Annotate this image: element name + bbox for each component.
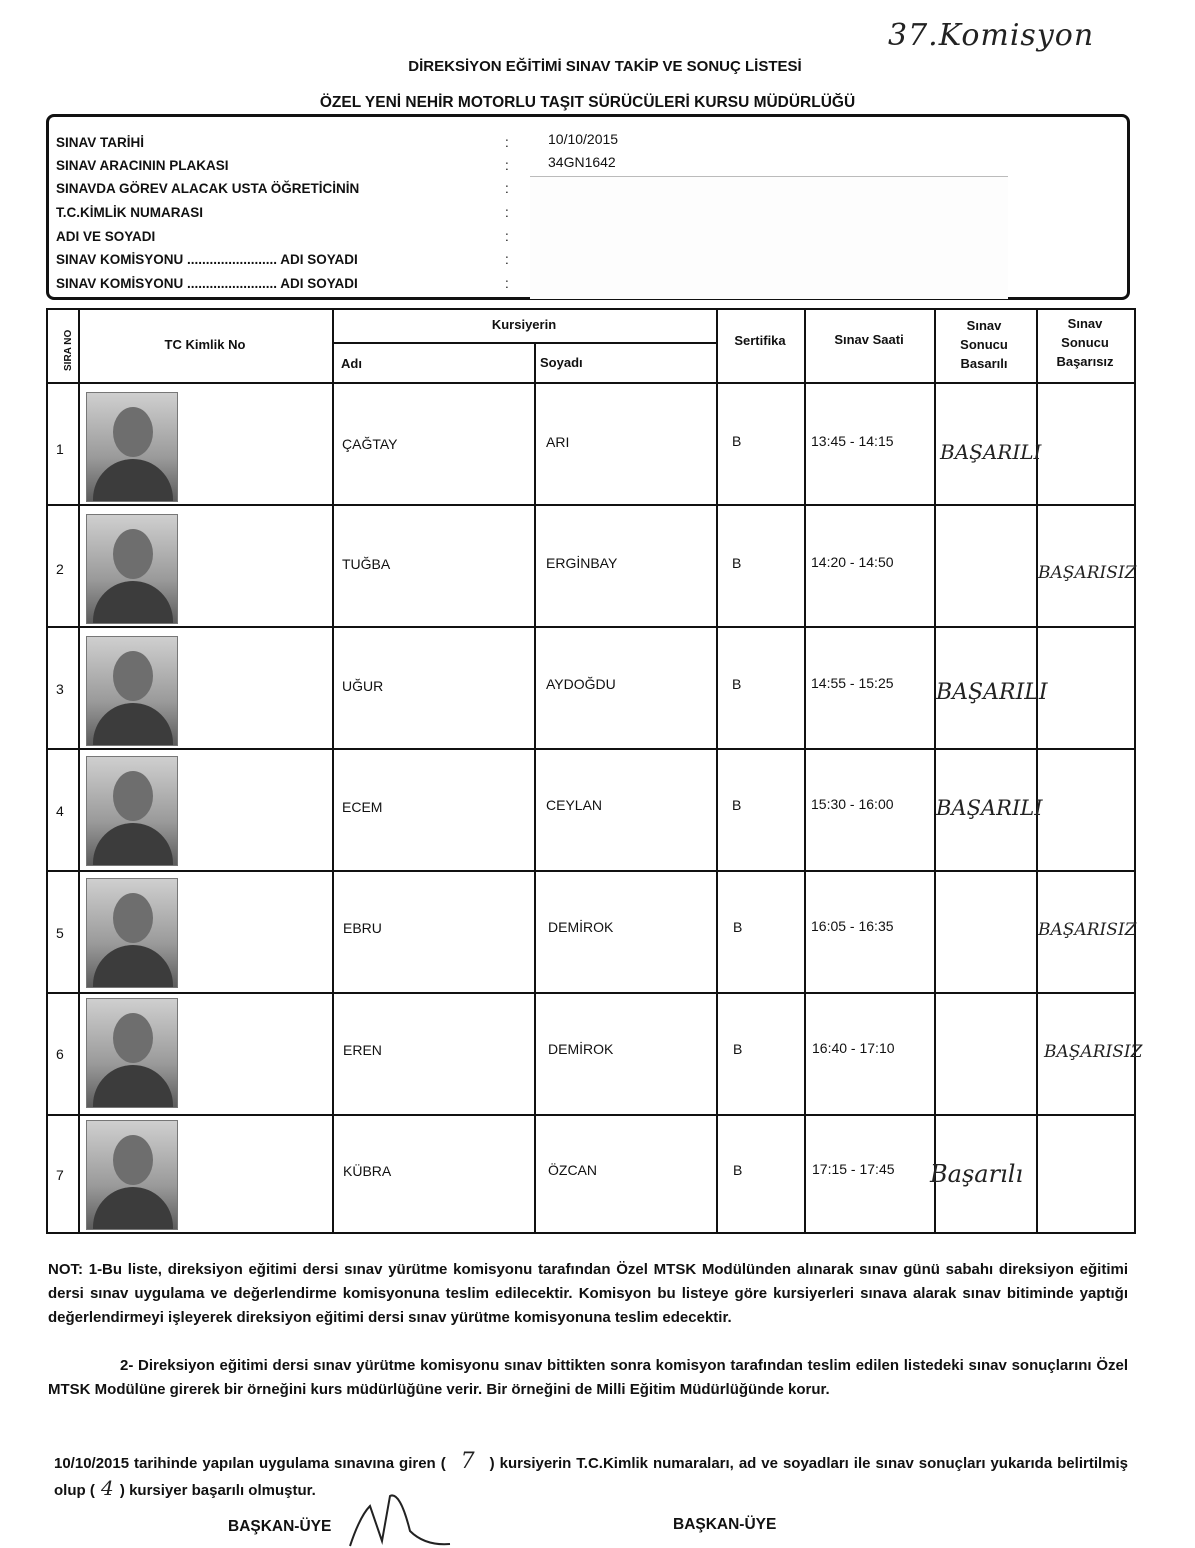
- redacted-tc: [190, 996, 332, 1110]
- row-3-saat: 14:55 - 15:25: [811, 675, 894, 691]
- row-3-no: 3: [56, 681, 64, 697]
- header-basarisiz: [1036, 314, 1134, 371]
- redacted-tc: [190, 510, 332, 622]
- summary-part-3: ) kursiyer başarılı olmuştur.: [119, 1482, 316, 1499]
- header-sira-no: SIRA NO: [63, 329, 74, 371]
- row-2-basarisiz: BAŞARISIZ: [1038, 563, 1137, 583]
- row-2-no: 2: [56, 561, 64, 577]
- summary-count-total: 7: [460, 1449, 475, 1474]
- info-label-commission-2: SINAV KOMİSYONU ........................ ADI SOYADI: [56, 276, 358, 291]
- row-5-no: 5: [56, 925, 64, 941]
- signature-label-left: BAŞKAN-ÜYE: [228, 1518, 332, 1535]
- handwritten-commission-note: 37.Komisyon: [888, 18, 1095, 53]
- row-6-sertifika: B: [733, 1041, 743, 1057]
- row-4-soyadi: CEYLAN: [546, 797, 603, 813]
- header-basarisiz-line3: Başarısız: [1056, 354, 1114, 369]
- row-2-saat: 14:20 - 14:50: [811, 554, 894, 570]
- row-7-adi: KÜBRA: [343, 1163, 392, 1179]
- row-5-basarisiz: BAŞARISIZ: [1038, 920, 1137, 940]
- row-1-soyadi: ARI: [546, 434, 570, 450]
- row-1-basarili: BAŞARILI: [940, 440, 1042, 464]
- handwritten-signature: [330, 1486, 470, 1548]
- info-label-exam-date: SINAV TARİHİ: [56, 135, 145, 150]
- info-colon: :: [505, 205, 509, 220]
- info-label-commission-1: SINAV KOMİSYONU ........................ ADI SOYADI: [56, 252, 358, 267]
- row-1-adi: ÇAĞTAY: [342, 436, 398, 452]
- info-label-instructor: SINAVDA GÖREV ALACAK USTA ÖĞRETİCİNİN: [56, 181, 360, 196]
- row-3-adi: UĞUR: [342, 678, 384, 694]
- row-1-sertifika: B: [732, 433, 742, 449]
- row-6-adi: EREN: [343, 1042, 382, 1058]
- row-6-basarisiz: BAŞARISIZ: [1044, 1042, 1143, 1062]
- summary-part-1: 10/10/2015 tarihinde yapılan uygulama sınavına giren (: [54, 1455, 446, 1472]
- header-sertifika: Sertifika: [734, 333, 786, 348]
- info-colon: :: [505, 181, 509, 196]
- summary-count-passed: 4: [101, 1476, 114, 1500]
- header-tc: TC Kimlik No: [164, 337, 246, 352]
- header-saat: Sınav Saati: [834, 332, 904, 347]
- row-6-no: 6: [56, 1046, 64, 1062]
- student-photo: [86, 636, 178, 746]
- row-2-soyadi: ERGİNBAY: [546, 555, 618, 571]
- row-5-sertifika: B: [733, 919, 743, 935]
- info-colon: :: [505, 229, 509, 244]
- row-7-no: 7: [56, 1167, 64, 1183]
- header-basarili-line2: Sonucu: [960, 337, 1008, 352]
- row-2-adi: TUĞBA: [342, 556, 391, 572]
- header-basarili: [934, 316, 1034, 373]
- row-3-sertifika: B: [732, 676, 742, 692]
- info-label-tc: T.C.KİMLİK NUMARASI: [56, 205, 203, 220]
- row-5-saat: 16:05 - 16:35: [811, 918, 894, 934]
- student-photo: [86, 392, 178, 502]
- header-soyadi: Soyadı: [540, 355, 583, 370]
- signature-label-right: BAŞKAN-ÜYE: [673, 1516, 777, 1533]
- redacted-area: [530, 176, 1008, 299]
- row-7-basarili: Başarılı: [930, 1160, 1024, 1188]
- row-6-soyadi: DEMİROK: [548, 1041, 614, 1057]
- row-5-adi: EBRU: [343, 920, 382, 936]
- row-4-basarili: BAŞARILI: [936, 796, 1043, 820]
- header-basarisiz-line1: Sınav: [1067, 316, 1103, 331]
- summary-text: [54, 1450, 1128, 1503]
- student-photo: [86, 514, 178, 624]
- row-4-adi: ECEM: [342, 799, 383, 815]
- redacted-tc: [190, 398, 332, 502]
- header-kursiyer: Kursiyerin: [491, 317, 557, 332]
- header-basarili-line1: Sınav: [966, 318, 1002, 333]
- row-3-basarili: BAŞARILI: [936, 680, 1048, 705]
- info-label-name: ADI VE SOYADI: [56, 229, 156, 244]
- row-1-saat: 13:45 - 14:15: [811, 433, 894, 449]
- header-basarili-line3: Basarılı: [960, 356, 1008, 371]
- student-photo: [86, 998, 178, 1108]
- row-4-no: 4: [56, 803, 64, 819]
- row-5-soyadi: DEMİROK: [548, 919, 614, 935]
- plate-value: 34GN1642: [548, 154, 616, 170]
- student-photo: [86, 878, 178, 988]
- document-title: DİREKSİYON EĞİTİMİ SINAV TAKİP VE SONUÇ LİSTESİ: [408, 58, 802, 75]
- row-6-saat: 16:40 - 17:10: [812, 1040, 895, 1056]
- row-7-sertifika: B: [733, 1162, 743, 1178]
- info-label-plate: SINAV ARACININ PLAKASI: [56, 158, 229, 173]
- institution-name: ÖZEL YENİ NEHİR MOTORLU TAŞIT SÜRÜCÜLERİ KURSU MÜDÜRLÜĞÜ: [319, 94, 856, 111]
- row-4-sertifika: B: [732, 797, 742, 813]
- row-2-sertifika: B: [732, 555, 742, 571]
- student-photo: [86, 756, 178, 866]
- note-2: 2- Direksiyon eğitimi dersi sınav yürütme komisyonu sınav bittikten sonra komisyon tarafından teslim edilen listedeki sınav sonuçlarını Özel MTSK Modülüne girerek bir örneğini kurs müdürlüğüne verir. Bir örneğini de Milli Eğitim Müdürlüğünde korur.: [48, 1357, 1128, 1398]
- info-colon: :: [505, 158, 509, 173]
- info-colon: :: [505, 135, 509, 150]
- info-colon: :: [505, 252, 509, 267]
- redacted-tc: [194, 632, 332, 744]
- row-1-no: 1: [56, 441, 64, 457]
- redacted-tc: [190, 1116, 332, 1230]
- summary-part-2: ) kursiyerin T.C.Kimlik numaraları, ad ve soyadları ile sınav sonuçları yukarıda belirtilmiş olup (: [54, 1455, 1128, 1499]
- redacted-tc: [194, 874, 332, 988]
- exam-date-value: 10/10/2015: [548, 131, 619, 147]
- row-7-soyadi: ÖZCAN: [548, 1162, 597, 1178]
- student-photo: [86, 1120, 178, 1230]
- header-adi: Adı: [341, 356, 362, 371]
- info-colon: :: [505, 276, 509, 291]
- row-3-soyadi: AYDOĞDU: [546, 676, 616, 692]
- header-basarisiz-line2: Sonucu: [1061, 335, 1109, 350]
- row-4-saat: 15:30 - 16:00: [811, 796, 894, 812]
- note-1: NOT: 1-Bu liste, direksiyon eğitimi dersi sınav yürütme komisyonu tarafından Özel MTSK Modülünden alınarak sınav günü sabahı direksiyon eğitimi dersi sınav uygulama ve değerlendirme komisyonuna teslim edilecektir. Komisyon bu listeye göre kursiyerleri sınava alarak sınav bitiminde yaptığı değerlendirmeyi işleyerek direksiyon eğitimi dersi sınav yürütme komisyonuna teslim edecektir.: [48, 1261, 1128, 1326]
- row-7-saat: 17:15 - 17:45: [812, 1161, 895, 1177]
- redacted-tc: [194, 752, 332, 866]
